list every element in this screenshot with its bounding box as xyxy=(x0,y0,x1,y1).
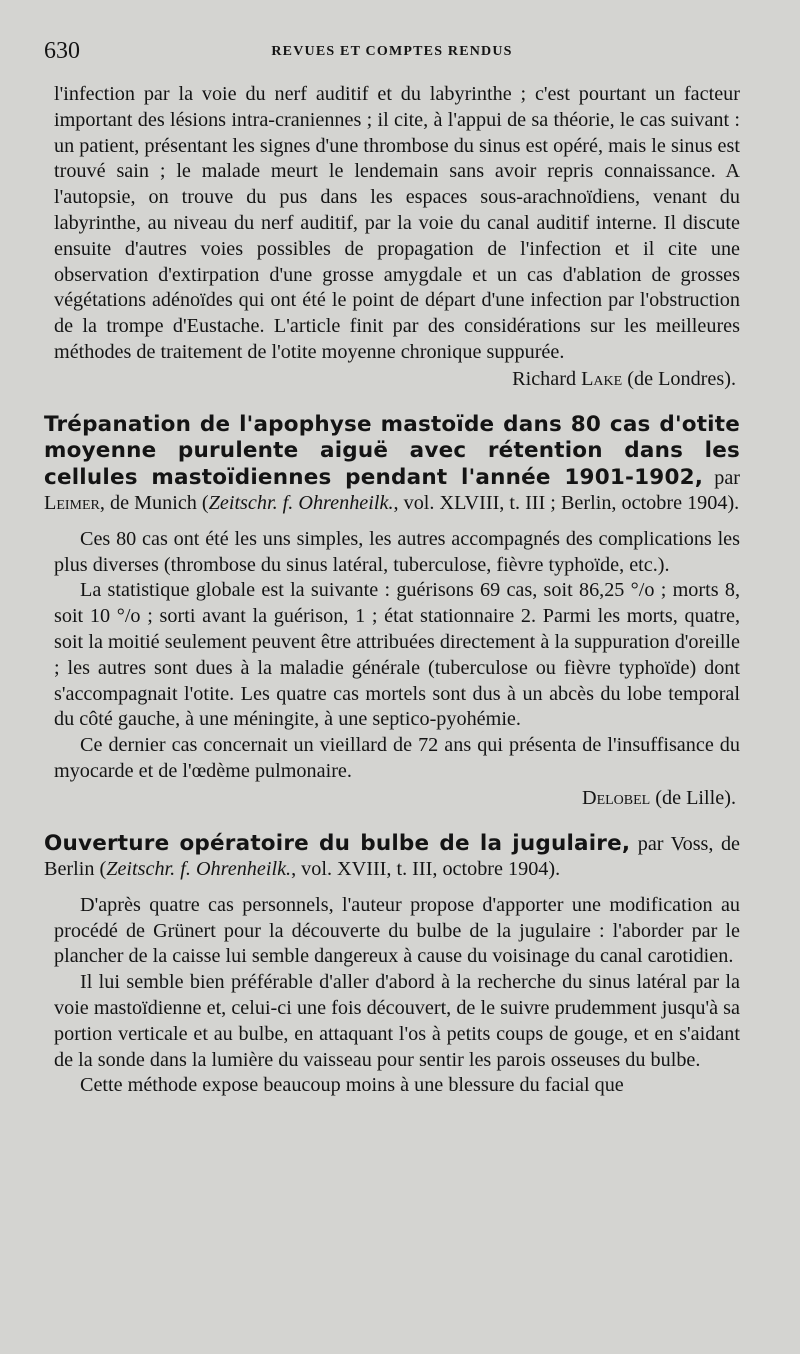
article-paragraph: Ce dernier cas concernait un vieillard de 72 ans qui présenta de l'insuffisance du myocarde et de l'œdème pulmonaire. xyxy=(54,734,740,782)
article-par: par Voss, xyxy=(637,832,714,855)
article-ref-pre: de Berlin ( xyxy=(44,832,740,881)
signature-surname: Delobel xyxy=(582,786,651,809)
article-paragraph: Ces 80 cas ont été les uns simples, les autres accompagnés des complications les plus diverses (thrombose du sinus latéral, tuberculose, fièvre typhoïde, etc.). xyxy=(54,527,740,576)
article-heading-block xyxy=(44,412,740,517)
continued-paragraph: l'infection par la voie du nerf auditif et du labyrinthe ; c'est pourtant un facteur important des lésions intra-craniennes ; il cite, à l'appui de sa théorie, le cas suivant : un patient, présentant les signes d'une thrombose du sinus est opéré, mais le sinus est trouvé sain ; le malade meurt le lendemain sans avoir repris connaissance. A l'autopsie, on trouve du pus dans les espaces sous-arachnoïdiens, venant du labyrinthe, au niveau du nerf auditif, par la voie du canal auditif interne. Il discute ensuite d'autres voies possibles de propagation de l'infection et il cite une observation d'extirpation d'une grosse amygdale et un cas d'ablation de grosses végétations adénoïdes qui ont été le point de départ d'une infection par l'obstruction de la trompe d'Eustache. L'article finit par des considérations sur les meilleures méthodes de traitement de l'otite moyenne chronique suppurée. xyxy=(54,83,740,363)
signature-delobel xyxy=(44,785,740,811)
signature-lake xyxy=(44,366,740,392)
article-ref-pre: , de Munich ( xyxy=(99,492,209,515)
article-paragraph: D'après quatre cas personnels, l'auteur propose d'apporter une modification au procédé de Grünert pour la découverte du bulbe de la jugulaire : l'aborder par le plancher de la caisse lui semble dangereux à cause du voisinage du canal carotidien. xyxy=(54,893,740,968)
signature-place: (de Lille). xyxy=(655,786,736,809)
running-header xyxy=(44,38,740,68)
running-title: REVUES ET COMPTES RENDUS xyxy=(271,44,513,59)
article-heading-block xyxy=(44,831,740,883)
article-paragraph: Cette méthode expose beaucoup moins à une blessure du facial que xyxy=(80,1074,624,1097)
article-ref-post: , vol. XVIII, t. III, octobre 1904). xyxy=(291,858,561,881)
article-title: Ouverture opératoire du bulbe de la jugulaire, xyxy=(44,830,631,856)
article-author: Leimer xyxy=(44,492,100,515)
article-paragraph: La statistique globale est la suivante : guérisons 69 cas, soit 86,25 °/o ; morts 8, soit 10 °/o ; sorti avant la guérison, 1 ; état stationnaire 2. Parmi les morts, quatre, soit la moitié seulement peuvent être attribuées directement à la suppuration d'oreille ; les autres sont dues à la maladie générale (tuberculose ou fièvre typhoïde) dont s'accompagnait l'otite. Les quatre cas mortels sont dus à un abcès du lobe temporal du côté gauche, à une méningite, à une septico-pyohémie. xyxy=(54,579,740,731)
article-heading-jugulaire xyxy=(44,831,740,883)
article-ref-post: , vol. XLVIII, t. III ; Berlin, octobre 1904). xyxy=(393,492,740,515)
article-heading-trepanation xyxy=(44,412,740,517)
signature-surname: Lake xyxy=(581,367,623,390)
article-paragraph: Il lui semble bien préférable d'aller d'abord à la recherche du sinus latéral par la voie mastoïdienne et, celui-ci une fois découvert, de le suivre prudemment jusqu'à sa portion verticale et au bulbe, en attaquant l'os à petits coups de gouge, et en s'aidant de la sonde dans la lumière du vaisseau pour sentir les parois osseuses du bulbe. xyxy=(54,971,740,1071)
article-journal: Zeitschr. f. Ohrenheilk. xyxy=(208,492,394,515)
signature-first-name: Richard xyxy=(512,367,577,390)
article-par: par xyxy=(714,466,740,489)
article-journal: Zeitschr. f. Ohrenheilk. xyxy=(106,858,292,881)
signature-place: (de Londres). xyxy=(627,367,736,390)
page-number: 630 xyxy=(44,38,80,64)
article-title: Trépanation de l'apophyse mastoïde dans 80 cas d'otite moyenne purulente aiguë avec rétention dans les cellules mastoïdiennes pendant l'année 1901-1902, xyxy=(44,411,740,490)
